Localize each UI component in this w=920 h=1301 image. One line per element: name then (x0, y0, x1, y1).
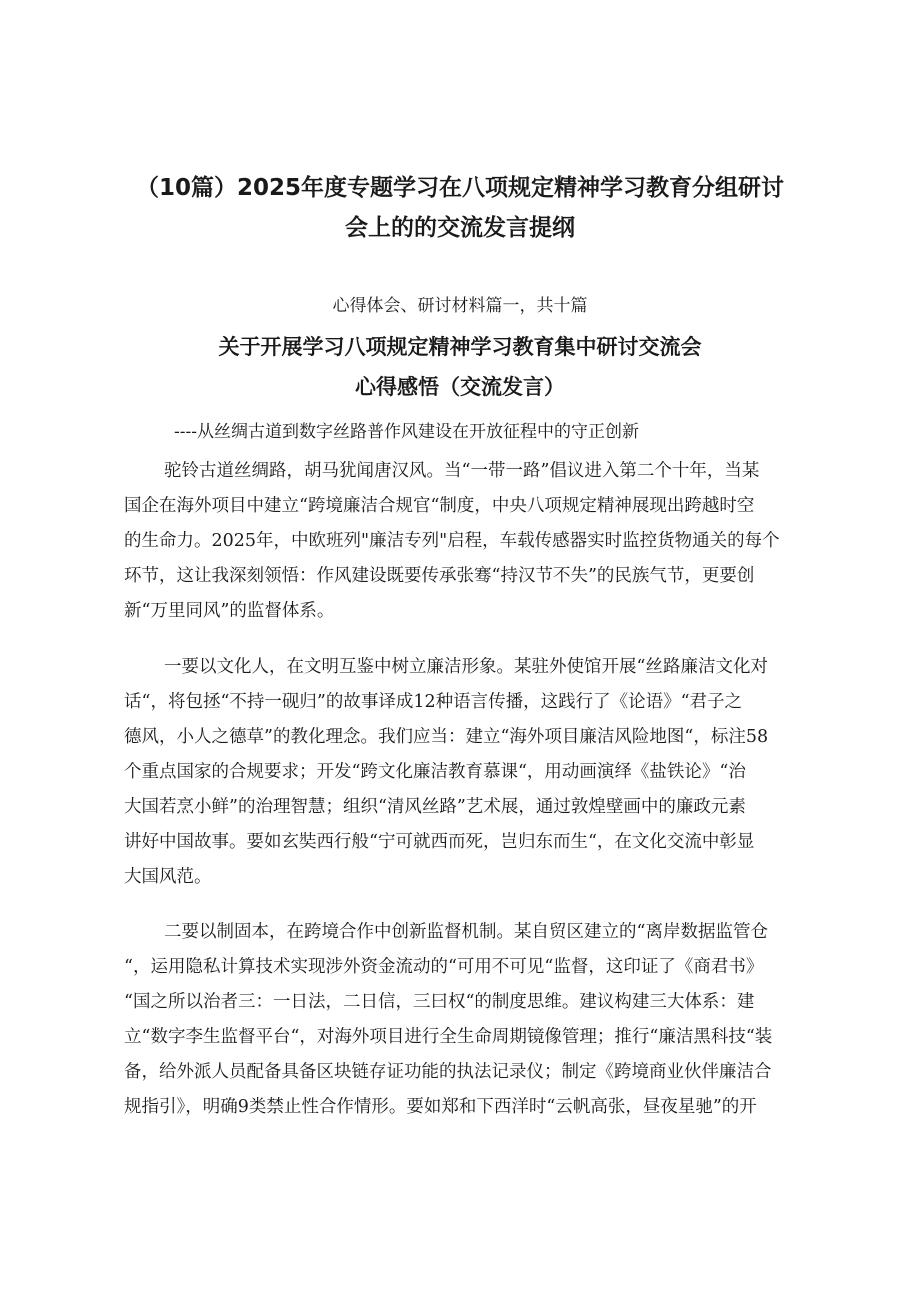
paragraph-line: 新“万里同风”的监督体系。 (124, 601, 335, 621)
paragraph-line: 备，给外派人员配备具备区块链存证功能的执法记录仪；制定《跨境商业伙伴廉洁合 (124, 1062, 772, 1082)
body-paragraph-1 (124, 454, 806, 629)
paragraph-line: 规指引》，明确9类禁止性合作情形。要如郑和下西洋时“云帆高张，昼夜星驰”的开 (124, 1097, 757, 1117)
body-paragraph-3 (124, 915, 806, 1125)
paragraph-line: 二要以制固本，在跨境合作中创新监督机制。某自贸区建立的“离岸数据监管仓 (164, 922, 768, 942)
series-label: 心得体会、研讨材料篇一，共十篇 (332, 296, 588, 316)
section-title-line: 关于开展学习八项规定精神学习教育集中研讨交流会 (218, 335, 702, 359)
paragraph-line: 大国风范。 (124, 867, 212, 887)
paragraph-line: 驼铃古道丝绸路，胡马犹闻唐汉风。当“一带一路”倡议进入第二个十年，当某 (164, 461, 760, 481)
body-paragraph-2 (124, 650, 806, 895)
paragraph-line: 话“，将包拯“不持一砚归”的故事译成12种语言传播，这践行了《论语》“君子之 (124, 692, 743, 712)
paragraph-line: 讲好中国故事。要如玄奘西行般“宁可就西而死，岂归东而生“，在文化交流中彰显 (124, 832, 755, 852)
paragraph-line: 的生命力。2025年，中欧班列"廉洁专列"启程，车载传感器实时监控货物通关的每个 (124, 531, 780, 551)
section-subtitle: ----从丝绸古道到数字丝路普作风建设在开放征程中的守正创新 (174, 422, 639, 442)
paragraph-line: 个重点国家的合规要求；开发“跨文化廉洁教育慕课“，用动画演绎《盐铁论》“治 (124, 762, 746, 782)
paragraph-line: “，运用隐私计算技术实现涉外资金流动的“可用不可见“监督，这印证了《商君书》 (124, 957, 764, 977)
paragraph-line: 一要以文化人，在文明互鉴中树立廉洁形象。某驻外使馆开展“丝路廉洁文化对 (164, 657, 768, 677)
document-title (110, 168, 810, 248)
paragraph-line: 德风，小人之德草”的教化理念。我们应当：建立“海外项目廉洁风险地图“，标注58 (124, 727, 769, 747)
paragraph-line: 大国若烹小鲜”的治理智慧；组织“清风丝路”艺术展，通过敦煌壁画中的廉政元素 (124, 797, 746, 817)
section-title (110, 327, 810, 407)
paragraph-line: “国之所以治者三：一日法，二日信，三曰权“的制度思维。建议构建三大体系：建 (124, 992, 755, 1012)
section-title-line: 心得感悟（交流发言） (355, 375, 565, 399)
document-title-line: （10篇）2025年度专题学习在八项规定精神学习教育分组研讨 (135, 175, 785, 201)
paragraph-line: 环节，这让我深刻领悟：作风建设既要传承张骞“持汉节不失”的民族气节，更要创 (124, 566, 755, 586)
document-title-line: 会上的的交流发言提纲 (345, 215, 575, 241)
paragraph-line: 立“数字李生监督平台“，对海外项目进行全生命周期镜像管理；推行“廉洁黑科技“装 (124, 1027, 773, 1047)
paragraph-line: 国企在海外项目中建立“跨境廉洁合规官“制度，中央八项规定精神展现出跨越时空 (124, 496, 755, 516)
